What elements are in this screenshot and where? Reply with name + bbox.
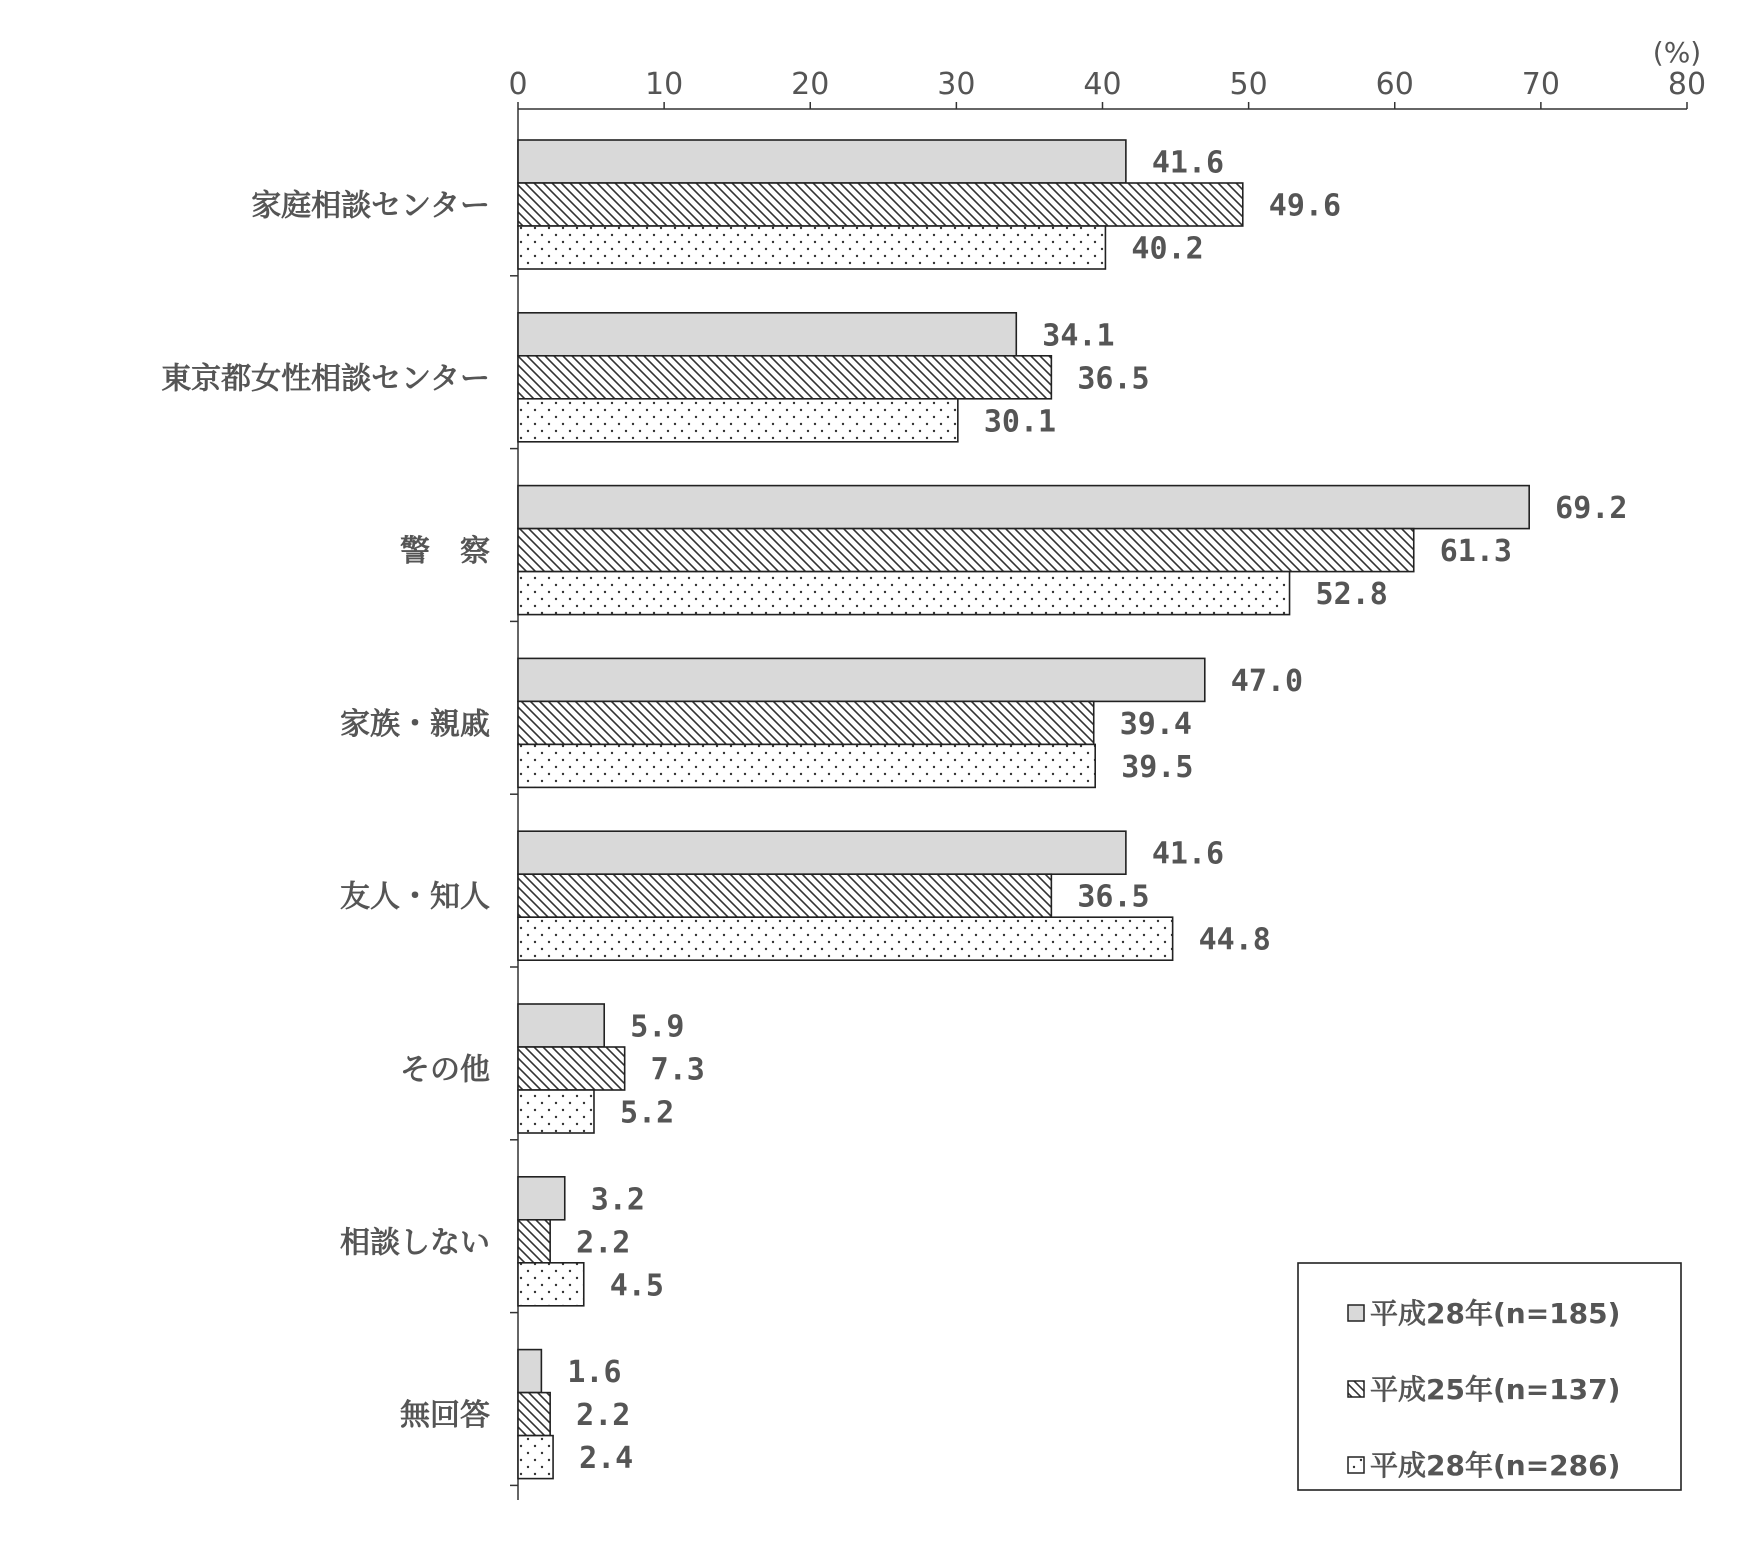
x-tick-label: 0: [508, 67, 528, 102]
legend-entry: 平成28年(n=185): [1370, 1297, 1621, 1330]
data-label: 49.6: [1268, 188, 1342, 224]
category-label: 無回答: [400, 1398, 490, 1434]
data-label: 39.4: [1119, 706, 1192, 742]
data-label: 36.5: [1077, 879, 1150, 915]
data-label: 41.6: [1151, 836, 1225, 872]
bar: [518, 1393, 550, 1436]
data-label: 3.2: [590, 1182, 645, 1218]
category-label: 相談しない: [340, 1225, 490, 1261]
x-tick-label: 20: [791, 67, 830, 102]
bar: [518, 658, 1205, 701]
bar: [518, 183, 1243, 226]
bar: [518, 1263, 584, 1306]
category-label: 警 察: [400, 534, 490, 570]
legend-swatch: [1348, 1381, 1364, 1397]
data-label: 39.5: [1121, 749, 1194, 785]
bar: [518, 1090, 594, 1133]
bar: [518, 1350, 541, 1393]
bar: [518, 1436, 553, 1479]
unit-label: (%): [1652, 36, 1702, 69]
category-label: 東京都女性相談センター: [161, 361, 490, 397]
bar: [518, 701, 1094, 744]
bar: [518, 529, 1414, 572]
data-label: 5.2: [619, 1095, 675, 1131]
data-label: 5.9: [630, 1009, 685, 1045]
x-tick-label: 10: [645, 67, 684, 102]
legend-swatch: [1348, 1305, 1364, 1321]
data-label: 30.1: [983, 404, 1057, 440]
bar: [518, 1220, 550, 1263]
bar: [518, 831, 1126, 874]
bar: [518, 399, 958, 442]
bar: [518, 1177, 565, 1220]
bar: [518, 226, 1105, 269]
bar: [518, 1004, 604, 1047]
x-tick-label: 60: [1375, 67, 1414, 102]
category-label: 友人・知人: [340, 879, 490, 915]
bar: [518, 917, 1173, 960]
bar: [518, 1047, 625, 1090]
bar: [518, 744, 1095, 787]
data-label: 47.0: [1230, 663, 1304, 699]
bar: [518, 874, 1051, 917]
data-label: 4.5: [609, 1268, 664, 1304]
category-label: 家族・親戚: [340, 706, 490, 742]
bar: [518, 140, 1126, 183]
data-label: 34.1: [1042, 318, 1115, 354]
category-label: 家庭相談センター: [251, 188, 490, 224]
x-tick-label: 70: [1521, 67, 1560, 102]
legend-entry: 平成28年(n=286): [1370, 1449, 1621, 1482]
bar: [518, 572, 1290, 615]
x-tick-label: 50: [1229, 67, 1268, 102]
legend-swatch: [1348, 1457, 1364, 1473]
bar: [518, 486, 1529, 529]
x-tick-label: 80: [1667, 67, 1707, 102]
data-label: 69.2: [1555, 491, 1628, 527]
x-tick-label: 30: [937, 67, 976, 102]
data-label: 61.3: [1439, 534, 1512, 570]
x-tick-label: 40: [1083, 67, 1122, 102]
data-label: 2.2: [576, 1398, 631, 1434]
bar: [518, 313, 1016, 356]
data-label: 41.6: [1151, 145, 1225, 181]
data-label: 36.5: [1077, 361, 1150, 397]
data-label: 40.2: [1131, 231, 1204, 267]
data-label: 2.2: [576, 1225, 631, 1261]
data-label: 7.3: [650, 1052, 705, 1088]
data-label: 52.8: [1315, 577, 1388, 613]
data-label: 1.6: [567, 1355, 622, 1391]
bar: [518, 356, 1051, 399]
legend-entry: 平成25年(n=137): [1370, 1373, 1621, 1406]
data-label: 44.8: [1198, 922, 1271, 958]
category-label: その他: [400, 1052, 490, 1088]
data-label: 2.4: [579, 1441, 634, 1477]
